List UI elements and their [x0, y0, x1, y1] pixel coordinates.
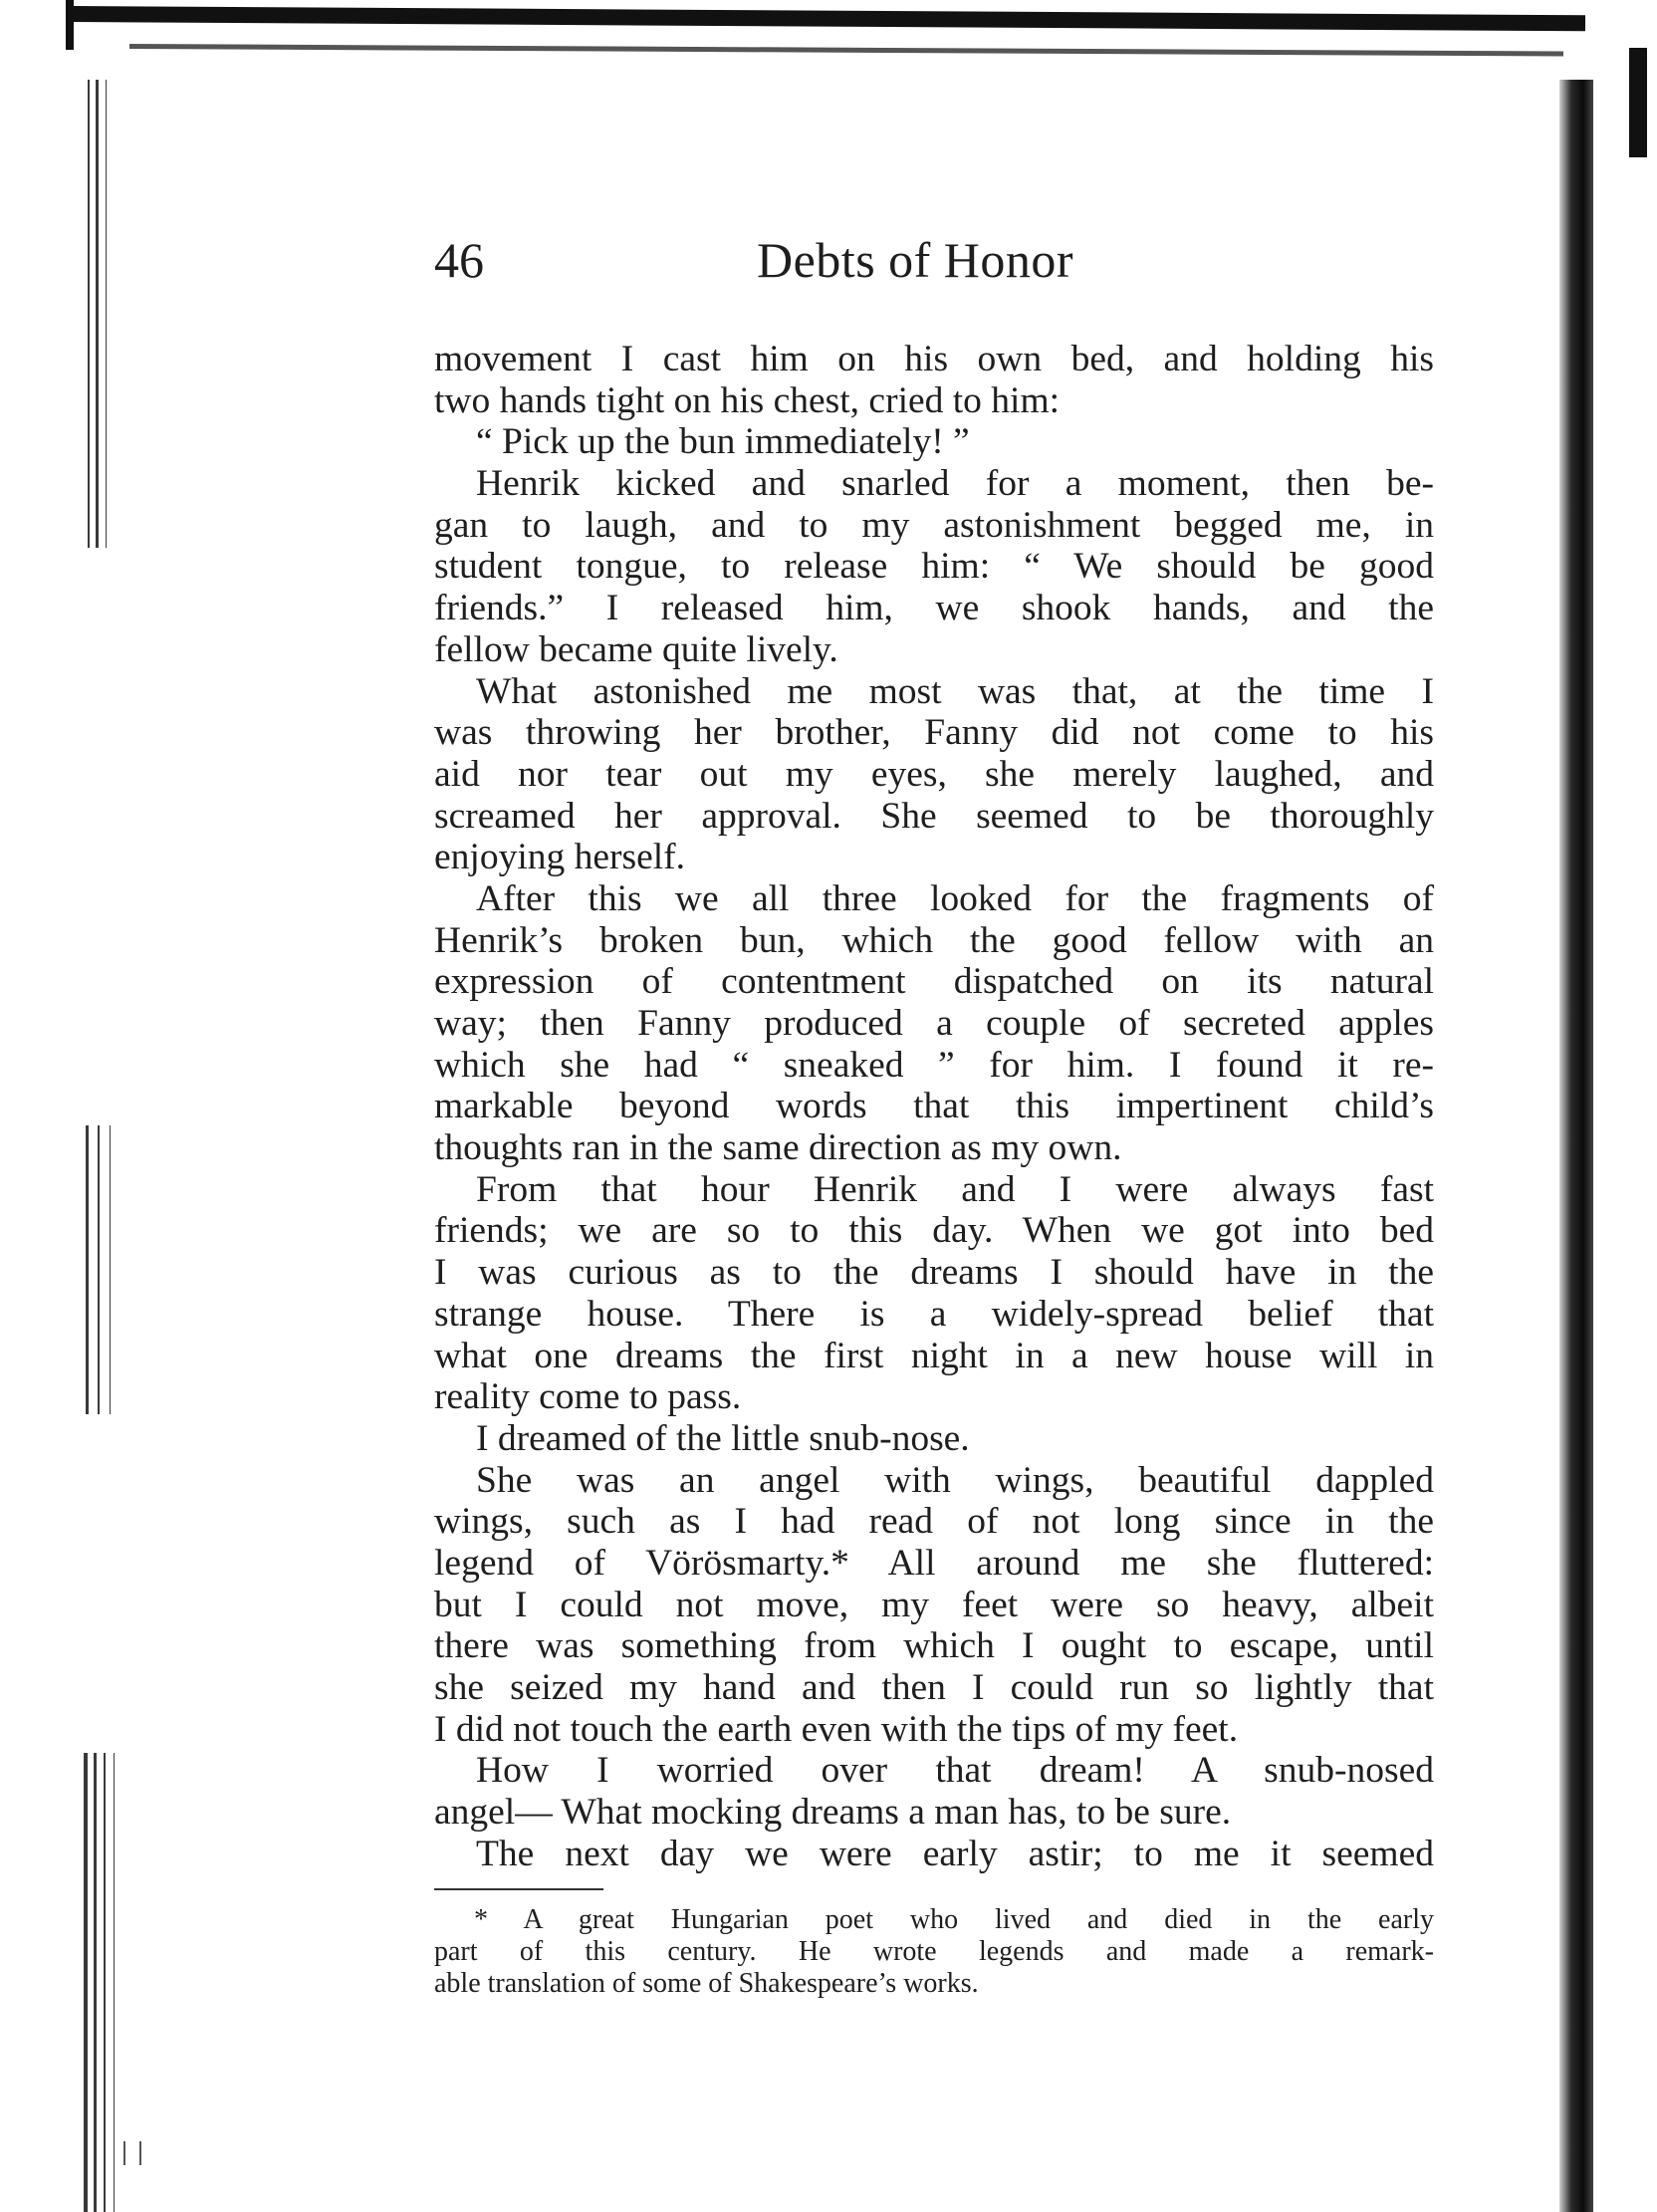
scan-corner-mark: [66, 0, 74, 50]
text-line: “ Pick up the bun immediately! ”: [476, 421, 970, 463]
footnotes: [434, 1904, 1434, 2000]
text-line: fellow became quite lively.: [434, 628, 838, 670]
text-line: what one dreams the first night in a new house will in: [434, 1335, 1434, 1376]
scan-top-edge: [72, 6, 1585, 31]
text-line: reality come to pass.: [434, 1376, 742, 1418]
text-line: I did not touch the earth even with the tips of my feet.: [434, 1708, 1239, 1750]
text-line: friends; we are so to this day. When we got into bed: [434, 1210, 1434, 1252]
text-line: she seized my hand and then I could run so lightly that: [434, 1667, 1434, 1708]
text-line: expression of contentment dispatched on its natural: [434, 961, 1434, 1003]
scan-left-streaks-middle: [84, 1125, 119, 1414]
scan-left-streaks-top: [84, 80, 119, 548]
scan-left-streaks-bottom: [84, 1753, 119, 2212]
text-line: markable beyond words that this impertinent child’s: [434, 1086, 1434, 1127]
scan-footer-mark: [123, 2141, 141, 2165]
text-line: which she had “ sneaked ” for him. I found it re-: [434, 1044, 1434, 1086]
text-line: From that hour Henrik and I were always fast: [476, 1168, 1434, 1210]
footnote-line: * A great Hungarian poet who lived and died in the early: [474, 1904, 1434, 1935]
body-text: [434, 339, 1434, 1874]
text-line: legend of Vörösmarty.* All around me she fluttered:: [434, 1542, 1434, 1584]
text-line: wings, such as I had read of not long since in the: [434, 1501, 1434, 1543]
text-line: strange house. There is a widely-spread belief that: [434, 1293, 1434, 1335]
text-line: Henrik kicked and snarled for a moment, then be-: [476, 463, 1434, 505]
text-line: She was an angel with wings, beautiful dappled: [476, 1459, 1434, 1501]
text-line: enjoying herself.: [434, 837, 686, 878]
text-line: Henrik’s broken bun, which the good fellow with an: [434, 919, 1434, 961]
text-line: thoughts ran in the same direction as my own.: [434, 1127, 1122, 1169]
footnote-line: able translation of some of Shakespeare’s works.: [434, 1968, 979, 1999]
text-line: there was something from which I ought to escape, until: [434, 1625, 1434, 1667]
text-line: How I worried over that dream! A snub-nosed: [476, 1750, 1434, 1792]
scan-right-tab: [1629, 48, 1647, 157]
text-line: angel— What mocking dreams a man has, to be sure.: [434, 1792, 1232, 1834]
footnote-divider: [434, 1888, 603, 1890]
text-line: two hands tight on his chest, cried to him:: [434, 379, 1061, 421]
scan-binding-shadow: [1559, 80, 1593, 2212]
text-line: screamed her approval. She seemed to be thoroughly: [434, 795, 1434, 837]
text-line: After this we all three looked for the fragments of: [476, 877, 1434, 919]
text-line: I was curious as to the dreams I should have in the: [434, 1252, 1434, 1294]
text-line: The next day we were early astir; to me it seemed: [476, 1833, 1434, 1874]
text-line: I dreamed of the little snub-nose.: [476, 1417, 970, 1459]
text-line: gan to laugh, and to my astonishment begged me, in: [434, 504, 1434, 546]
text-line: but I could not move, my feet were so heavy, albeit: [434, 1584, 1434, 1625]
footnote-line: part of this century. He wrote legends and made a remark-: [434, 1936, 1434, 1967]
text-line: movement I cast him on his own bed, and holding his: [434, 339, 1434, 379]
text-line: aid nor tear out my eyes, she merely laughed, and: [434, 753, 1434, 795]
text-line: friends.” I released him, we shook hands, and the: [434, 588, 1434, 629]
text-line: way; then Fanny produced a couple of secreted apples: [434, 1003, 1434, 1044]
text-line: student tongue, to release him: “ We should be good: [434, 546, 1434, 588]
text-line: What astonished me most was that, at the time I: [476, 670, 1434, 712]
page-header: [434, 231, 1434, 301]
scan-top-edge-faint: [129, 44, 1563, 57]
text-line: was throwing her brother, Fanny did not come to his: [434, 712, 1434, 754]
page-number: 46: [434, 232, 484, 288]
running-title: Debts of Honor: [757, 232, 1074, 288]
